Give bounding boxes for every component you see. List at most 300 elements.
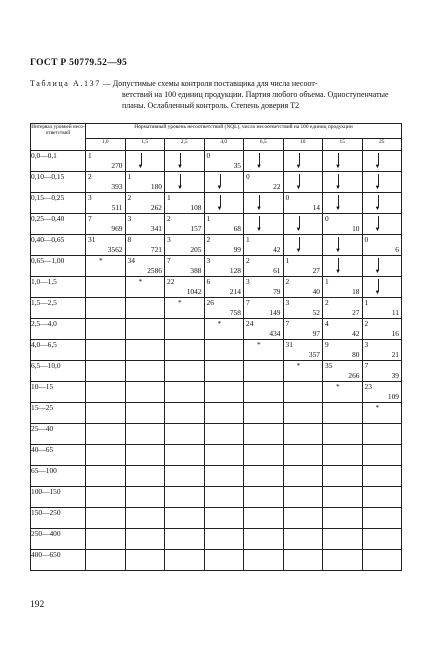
sample-size: 205 (190, 245, 202, 254)
acceptance-number: 3 (285, 298, 290, 307)
table-head (31, 124, 402, 151)
empty-cell (323, 403, 363, 424)
acceptance-number: 8 (127, 235, 132, 244)
asterisk-mark: * (336, 382, 340, 391)
plan-cell (362, 298, 402, 319)
empty-cell (244, 529, 284, 550)
empty-cell (283, 508, 323, 529)
no-plan-cell (86, 256, 126, 277)
nql-column-header: 25 (362, 138, 402, 150)
sample-size: 21 (391, 350, 399, 359)
table-row (31, 172, 402, 193)
down-arrow-icon: ▼ (335, 269, 341, 275)
down-arrow-icon: ▼ (256, 164, 262, 170)
table-row (31, 382, 402, 403)
use-plan-below-cell (362, 277, 402, 298)
empty-cell (125, 319, 165, 340)
plan-cell (323, 298, 363, 319)
empty-cell (165, 361, 205, 382)
table-row (31, 256, 402, 277)
nql-header: Нормативный уровень несоответствий (NQL), число несоответствий на 100 единиц продукции (86, 124, 402, 139)
plan-cell (86, 172, 126, 193)
acceptance-number: 9 (325, 340, 329, 349)
sample-size: 18 (352, 287, 360, 296)
down-arrow-icon: ▼ (216, 185, 223, 191)
empty-cell (362, 445, 402, 466)
sample-size: 14 (312, 203, 320, 212)
plan-cell (244, 277, 284, 298)
nql-column-header: 2,5 (165, 138, 205, 150)
table-row (31, 466, 402, 487)
sample-size: 52 (312, 308, 320, 317)
use-plan-below-cell (283, 235, 323, 256)
use-plan-below-cell (283, 214, 323, 235)
sample-size: 758 (229, 308, 241, 317)
plan-cell (125, 235, 165, 256)
acceptance-number: 31 (285, 340, 293, 349)
range-label: 65—100 (31, 466, 86, 487)
acceptance-number: 3 (88, 193, 92, 202)
range-label: 1,0—1,5 (31, 277, 86, 298)
empty-cell (283, 403, 323, 424)
empty-cell (86, 403, 126, 424)
acceptance-number: 2 (285, 277, 290, 286)
plan-cell (204, 277, 244, 298)
empty-cell (244, 403, 284, 424)
empty-cell (86, 361, 126, 382)
empty-cell (323, 508, 363, 529)
range-label: 40—65 (31, 445, 86, 466)
acceptance-number: 7 (246, 298, 250, 307)
sample-size: 157 (190, 224, 202, 233)
down-arrow-icon: ▼ (374, 185, 381, 191)
sample-size: 128 (229, 266, 241, 275)
plan-cell (86, 151, 126, 172)
empty-cell (323, 487, 363, 508)
plan-cell (165, 235, 205, 256)
empty-cell (323, 550, 363, 571)
plan-cell (362, 235, 402, 256)
asterisk-mark: * (178, 298, 182, 307)
acceptance-number: 24 (246, 319, 254, 328)
table-row (31, 508, 402, 529)
sample-size: 341 (150, 224, 162, 233)
no-plan-cell (362, 403, 402, 424)
acceptance-number: 1 (285, 256, 290, 265)
down-arrow-icon: ▼ (374, 290, 381, 296)
acceptance-number: 7 (167, 256, 171, 265)
sample-size: 6 (395, 245, 399, 254)
acceptance-number: 2 (127, 193, 132, 202)
empty-cell (244, 361, 284, 382)
sample-size: 3562 (107, 245, 123, 254)
plan-cell (283, 298, 323, 319)
acceptance-number: 7 (364, 361, 369, 370)
empty-cell (125, 445, 165, 466)
empty-cell (244, 550, 284, 571)
empty-cell (323, 529, 363, 550)
acceptance-number: 1 (364, 298, 369, 307)
down-arrow-icon: ▼ (256, 206, 262, 212)
empty-cell (244, 424, 284, 445)
down-arrow-icon: ▼ (216, 206, 223, 212)
range-label: 250—400 (31, 529, 86, 550)
table-row (31, 277, 402, 298)
plan-cell (125, 256, 165, 277)
sample-size: 27 (312, 266, 320, 275)
use-plan-below-cell (204, 172, 244, 193)
sample-size: 11 (391, 308, 399, 317)
acceptance-number: 0 (325, 214, 329, 223)
empty-cell (204, 382, 244, 403)
plan-cell (125, 214, 165, 235)
empty-cell (244, 508, 284, 529)
empty-cell (165, 403, 205, 424)
empty-cell (125, 403, 165, 424)
empty-cell (165, 445, 205, 466)
empty-cell (86, 487, 126, 508)
plan-cell (283, 193, 323, 214)
plan-cell (165, 256, 205, 277)
use-plan-below-cell (244, 193, 284, 214)
use-plan-below-cell (323, 151, 363, 172)
acceptance-number: 3 (246, 277, 250, 286)
use-plan-below-cell (323, 172, 363, 193)
plan-cell (165, 193, 205, 214)
table-row (31, 529, 402, 550)
sample-size: 266 (348, 371, 360, 380)
acceptance-number: 2 (88, 172, 92, 181)
acceptance-number: 22 (167, 277, 175, 286)
empty-cell (283, 424, 323, 445)
table-row (31, 214, 402, 235)
empty-cell (125, 529, 165, 550)
acceptance-number: 2 (167, 214, 171, 223)
plan-cell (86, 193, 126, 214)
down-arrow-icon: ▼ (335, 248, 341, 254)
use-plan-below-cell (244, 151, 284, 172)
sample-size: 149 (269, 308, 281, 317)
empty-cell (362, 550, 402, 571)
sample-size: 10 (352, 224, 360, 233)
nql-column-header: 1,5 (125, 138, 165, 150)
plan-cell (323, 361, 363, 382)
plan-cell (362, 382, 402, 403)
range-label: 0,25—0,40 (31, 214, 86, 235)
empty-cell (86, 319, 126, 340)
use-plan-below-cell (125, 151, 165, 172)
empty-cell (362, 424, 402, 445)
asterisk-mark: * (138, 277, 143, 286)
sample-size: 27 (352, 308, 360, 317)
plan-cell (165, 277, 205, 298)
acceptance-number: 2 (325, 298, 329, 307)
empty-cell (125, 424, 165, 445)
empty-cell (244, 487, 284, 508)
acceptance-number: 2 (246, 256, 250, 265)
no-plan-cell (165, 298, 205, 319)
empty-cell (165, 466, 205, 487)
use-plan-below-cell (362, 193, 402, 214)
down-arrow-icon: ▼ (374, 206, 381, 212)
plan-cell (86, 214, 126, 235)
range-label: 15—25 (31, 403, 86, 424)
down-arrow-icon: ▼ (335, 206, 341, 212)
asterisk-mark: * (296, 361, 301, 370)
sample-size: 969 (111, 224, 123, 233)
acceptance-plan-table (30, 123, 402, 571)
acceptance-number: 4 (325, 319, 329, 328)
empty-cell (165, 508, 205, 529)
empty-cell (86, 340, 126, 361)
sample-size: 39 (391, 371, 399, 380)
empty-cell (283, 466, 323, 487)
acceptance-number: 34 (127, 256, 135, 265)
sample-size: 270 (111, 161, 123, 170)
empty-cell (125, 298, 165, 319)
empty-cell (86, 382, 126, 403)
use-plan-below-cell (204, 193, 244, 214)
table-caption (30, 78, 402, 112)
empty-cell (204, 424, 244, 445)
range-label: 0,0—0,1 (31, 151, 86, 172)
plan-cell (244, 256, 284, 277)
empty-cell (165, 550, 205, 571)
acceptance-number: 2 (364, 319, 369, 328)
acceptance-number: 3 (364, 340, 369, 349)
sample-size: 108 (190, 203, 202, 212)
sample-size: 80 (352, 350, 360, 359)
acceptance-number: 1 (325, 277, 329, 286)
empty-cell (204, 340, 244, 361)
down-arrow-icon: ▼ (335, 185, 341, 191)
acceptance-number: 1 (88, 151, 92, 160)
down-arrow-icon: ▼ (374, 227, 381, 233)
acceptance-number: 23 (364, 382, 372, 391)
sample-size: 721 (150, 245, 162, 254)
plan-cell (323, 214, 363, 235)
plan-cell (204, 256, 244, 277)
sample-size: 68 (233, 224, 241, 233)
down-arrow-icon: ▼ (256, 227, 262, 233)
sample-size: 388 (190, 266, 202, 275)
use-plan-below-cell (323, 193, 363, 214)
down-arrow-icon: ▼ (177, 164, 183, 170)
plan-cell (244, 172, 284, 193)
plan-cell (204, 214, 244, 235)
plan-cell (283, 319, 323, 340)
down-arrow-icon: ▼ (295, 185, 302, 191)
empty-cell (204, 445, 244, 466)
nql-column-header: 15 (323, 138, 363, 150)
plan-cell (204, 151, 244, 172)
asterisk-mark: * (375, 403, 380, 412)
range-label: 6,5—10,0 (31, 361, 86, 382)
asterisk-mark: * (257, 340, 261, 349)
empty-cell (244, 382, 284, 403)
empty-cell (86, 298, 126, 319)
no-plan-cell (244, 340, 284, 361)
sample-size: 79 (273, 287, 281, 296)
sample-size: 16 (391, 329, 399, 338)
table-row (31, 550, 402, 571)
table-row (31, 424, 402, 445)
sample-size: 40 (312, 287, 320, 296)
empty-cell (125, 340, 165, 361)
sample-size: 109 (387, 392, 399, 401)
acceptance-number: 1 (127, 172, 132, 181)
empty-cell (165, 319, 205, 340)
plan-cell (362, 340, 402, 361)
acceptance-number: 1 (167, 193, 171, 202)
down-arrow-icon: ▼ (295, 227, 302, 233)
empty-cell (204, 529, 244, 550)
empty-cell (125, 508, 165, 529)
empty-cell (323, 424, 363, 445)
empty-cell (125, 361, 165, 382)
acceptance-number: 35 (325, 361, 333, 370)
acceptance-number: 0 (364, 235, 369, 244)
range-label: 150—250 (31, 508, 86, 529)
table-row (31, 445, 402, 466)
empty-cell (86, 277, 126, 298)
empty-cell (244, 445, 284, 466)
empty-cell (204, 550, 244, 571)
sample-size: 42 (352, 329, 360, 338)
sample-size: 99 (233, 245, 241, 254)
acceptance-number: 3 (206, 256, 211, 265)
range-column-header: Интервал уровней несо-ответствий (31, 124, 86, 151)
use-plan-below-cell (283, 151, 323, 172)
acceptance-number: 0 (285, 193, 290, 202)
use-plan-below-cell (323, 256, 363, 277)
empty-cell (86, 466, 126, 487)
empty-cell (165, 382, 205, 403)
sample-size: 262 (150, 203, 162, 212)
range-label: 400—650 (31, 550, 86, 571)
acceptance-number: 1 (246, 235, 250, 244)
empty-cell (86, 508, 126, 529)
range-label: 0,15—0,25 (31, 193, 86, 214)
plan-cell (165, 214, 205, 235)
sample-size: 357 (308, 350, 320, 359)
sample-size: 2586 (147, 266, 162, 275)
acceptance-number: 26 (206, 298, 214, 307)
empty-cell (362, 466, 402, 487)
use-plan-below-cell (244, 214, 284, 235)
empty-cell (204, 508, 244, 529)
plan-cell (204, 298, 244, 319)
use-plan-below-cell (323, 235, 363, 256)
empty-cell (125, 550, 165, 571)
use-plan-below-cell (362, 214, 402, 235)
down-arrow-icon: ▼ (374, 164, 381, 170)
range-label: 2,5—4,0 (31, 319, 86, 340)
nql-column-headers (31, 138, 402, 150)
table-row (31, 235, 402, 256)
empty-cell (244, 466, 284, 487)
range-label: 100—150 (31, 487, 86, 508)
empty-cell (283, 445, 323, 466)
caption-text-rest: ветствий на 100 единиц продукции. Партия любого объема. Одноступенчатые планы. Ослабленный контроль. Степень доверия Т2 (122, 90, 389, 111)
plan-cell (283, 256, 323, 277)
empty-cell (86, 550, 126, 571)
empty-cell (323, 445, 363, 466)
caption-text-first: — Допустимые схемы контроля поставщика для числа несоот- (102, 79, 318, 88)
use-plan-below-cell (362, 172, 402, 193)
sample-size: 1042 (186, 287, 202, 296)
caption-label: Таблица А.137 (30, 79, 101, 88)
sample-size: 434 (269, 329, 281, 338)
table-row (31, 151, 402, 172)
acceptance-number: 7 (88, 214, 92, 223)
empty-cell (323, 466, 363, 487)
down-arrow-icon: ▼ (295, 248, 302, 254)
plan-cell (323, 319, 363, 340)
range-label: 0,40—0,65 (31, 235, 86, 256)
sample-size: 511 (111, 203, 123, 212)
empty-cell (165, 340, 205, 361)
empty-cell (165, 487, 205, 508)
plan-cell (323, 277, 363, 298)
table-row (31, 319, 402, 340)
table-row (31, 340, 402, 361)
empty-cell (283, 529, 323, 550)
acceptance-number: 3 (167, 235, 171, 244)
page-number: 192 (30, 600, 45, 610)
table-row (31, 298, 402, 319)
empty-cell (362, 508, 402, 529)
table-row (31, 487, 402, 508)
sample-size: 180 (150, 182, 162, 191)
acceptance-number: 6 (206, 277, 211, 286)
acceptance-number: 0 (206, 151, 211, 160)
plan-cell (204, 235, 244, 256)
empty-cell (86, 529, 126, 550)
acceptance-number: 7 (285, 319, 290, 328)
use-plan-below-cell (362, 256, 402, 277)
plan-cell (283, 277, 323, 298)
range-label: 0,65—1,00 (31, 256, 86, 277)
acceptance-number: 1 (206, 214, 211, 223)
table-body (31, 151, 402, 571)
plan-cell (244, 298, 284, 319)
down-arrow-icon: ▼ (177, 185, 183, 191)
empty-cell (86, 445, 126, 466)
no-plan-cell (283, 361, 323, 382)
down-arrow-icon: ▼ (335, 164, 341, 170)
acceptance-number: 2 (206, 235, 211, 244)
empty-cell (165, 424, 205, 445)
table-row (31, 193, 402, 214)
range-label: 25—40 (31, 424, 86, 445)
nql-column-header: 1,0 (86, 138, 126, 150)
nql-column-header: 6,5 (244, 138, 284, 150)
empty-cell (204, 466, 244, 487)
empty-cell (283, 550, 323, 571)
plan-cell (283, 340, 323, 361)
plan-cell (86, 235, 126, 256)
nql-column-header: 4,0 (204, 138, 244, 150)
empty-cell (165, 529, 205, 550)
sample-size: 35 (233, 161, 241, 170)
nql-column-header: 10 (283, 138, 323, 150)
asterisk-mark: * (217, 319, 222, 328)
down-arrow-icon: ▼ (295, 164, 302, 170)
no-plan-cell (204, 319, 244, 340)
range-label: 0,10—0,15 (31, 172, 86, 193)
caption-first-line (30, 79, 318, 88)
